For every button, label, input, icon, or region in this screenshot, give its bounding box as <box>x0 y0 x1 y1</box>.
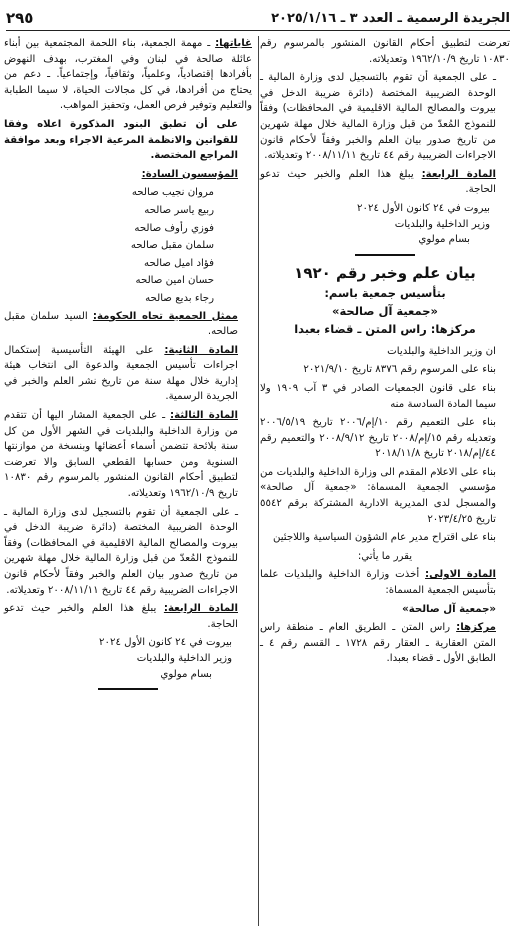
founder-item: فوزي رأوف صالحه <box>134 222 214 234</box>
decree-basis: بناء على المرسوم رقم ٨٣٧٦ تاريخ ٢٠٢١/٩/١٠ <box>303 364 496 376</box>
hq-text: راس المتن ـ الطريق العام ـ منطقة راس المتن العقارية ـ العقار رقم ١٧٢٨ ـ القسم رقم ٤ ـ الطابق الأول ـ قضاء بعبدا. <box>260 622 496 665</box>
founder-item: فؤاد اميل صالحه <box>144 257 214 269</box>
founder-item: سلمان مقبل صالحه <box>130 240 214 252</box>
goals <box>4 36 252 114</box>
article-three-text: ـ على الجمعية المشار اليها أن تتقدم من وزارة الداخلية والبلديات في الشهر الأول من كل سنة بلائحة تتضمن أسماء أعضائها وبنسخة من موازنتها السنوية ومن حسابها القطعي السابق والا تعرضت لتطبيق أحكام القانون المنشور بالمرسوم رقم ١٠٨٣٠ تاريخ ١٩٦٢/١٠/٩ وتعديلاته. <box>4 410 238 500</box>
decides-line: يقرر ما يأتي: <box>357 550 413 562</box>
tax-registration-clause: ـ على الجمعية أن تقوم بالتسجيل لدى وزارة المالية ـ الوحدة الضريبية المختصة (دائرة ضريبة الدخل في بيروت والمصالح المالية الاقليمية في المحافظات) وفقاً للنموذج المُعدّ من قبل وزارة المالية خلال مهلة شهرين من تاريخ صدور بيان العلم والخبر وفقاً لأحكام قانون الاجراءات الضريبية رقم ٤٤ تاريخ ٢٠٠٨/١١/١١ وتعديلاته. <box>260 72 496 162</box>
continued-text: تعرضت لتطبيق أحكام القانون المنشور بالمرسوم رقم ١٠٨٣٠ تاريخ ١٩٦٢/١٠/٩ وتعديلاته. <box>260 38 510 65</box>
article-two-label: المادة الثانية: <box>164 344 238 356</box>
compliance-note: على أن تطبق البنود المذكورة اعلاه وفقا للقوانين والانظمة المرعية الاجراء وبعد موافقة المراجع المختصة. <box>4 118 238 162</box>
founders-list <box>4 185 252 306</box>
circular-basis: بناء على التعميم رقم ١٠/إم/٢٠٠٦ تاريخ ٢٠٠٦/٥/١٩ وتعديله رقم ١٥/إم/٢٠٠٨ تاريخ ٢٠٠٨/٩/١٢ والتعميم رقم ٤٤/إم/٢٠١٨ تاريخ ٢٠١٨/١١/٨ <box>260 417 497 460</box>
section-separator-left <box>4 688 252 690</box>
founder-item: مروان نجيب صالحه <box>131 187 214 199</box>
goals-text: ـ مهمة الجمعية، بناء اللحمة المجتمعية بين أبناء عائلة صالحة في لبنان وفي المغترب، بهدف النهوض بأفرادها إقتصادياً، وعلمياً، وثقافياً، وإجتماعياً. ـ دعم من يحتاج من أفرادها، في كل مجالات الحياة، لا سيما الطبابة والتعليم وتوفير فرص العمل، وتحفيز المواهب. <box>4 38 252 112</box>
association-name: «جمعية آل صالحة» <box>332 303 438 318</box>
notice-title: بيان علم وخبر رقم ١٩٢٠ <box>294 263 476 282</box>
tax-registration-clause-left: ـ على الجمعية أن تقوم بالتسجيل لدى وزارة المالية ـ الوحدة الضريبية المختصة (دائرة ضريبة الدخل في بيروت والمصالح المالية الاقليمية في المحافظات) وفقاً للنموذج المُعدّ من قبل وزارة المالية خلال مهلة شهرين من تاريخ صدور بيان العلم والخبر وفقاً لأحكام قانون الاجراءات الضريبية رقم ٤٤ تاريخ ٢٠٠٨/١١/١١ وتعديلاته. <box>4 506 238 596</box>
gazette-issue-title: الجريدة الرسمية ـ العدد ٣ ـ ٢٠٢٥/١/١٦ <box>271 10 510 26</box>
goals-label: غاياتها: <box>215 38 252 49</box>
signature-name: بسام مولوي <box>418 234 470 246</box>
article-four-left <box>4 601 252 632</box>
article-one <box>260 567 510 598</box>
article-two-text: على الهيئة التأسيسية إستكمال اجراءات تأسيس الجمعية والدعوة الى انتخاب هيئة إدارية خلال مهلة سنة من تاريخ نشر العلم والخبر في الجريدة الرسمية. <box>4 344 238 403</box>
signature-date: بيروت في ٢٤ كانون الأول ٢٠٢٤ <box>99 637 232 649</box>
proposal-basis: بناء على اقتراح مدير عام الشؤون السياسية واللاجئين <box>272 532 496 544</box>
notice-subtitle: بتأسيس جمعية باسم: <box>324 285 446 300</box>
founder-item: رجاء بديع صالحه <box>145 292 214 304</box>
gov-rep-text: السيد سلمان مقبل صالحه. <box>4 310 238 338</box>
hq-address <box>260 620 510 667</box>
article-three <box>4 408 252 502</box>
article-four-left-text: يبلغ هذا العلم والخبر حيث تدعو الحاجة. <box>4 603 238 630</box>
page-header <box>6 6 510 31</box>
law-basis: بناء على قانون الجمعيات الصادر في ٣ آب ١٩٠٩ ولا سيما المادة السادسة منه <box>260 382 496 410</box>
column-divider <box>258 36 259 926</box>
signature-office: وزير الداخلية والبلديات <box>394 218 490 230</box>
minister-line: ان وزير الداخلية والبلديات <box>387 345 496 357</box>
signature-block-left <box>4 635 252 682</box>
founders-label: المؤسسون السادة: <box>141 168 238 180</box>
gov-representative <box>4 309 252 340</box>
hq-label: مركزها: <box>456 622 496 634</box>
notification-basis: بناء على الاعلام المقدم الى وزارة الداخلية والبلديات من مؤسسي الجمعية المسماة: «جمعية آل صالحة» والمسجل لدى المديرية الادارية المشتركة برقم ٥٥٤٢ تاريخ ٢٠٢٣/٤/٢٥ <box>260 466 496 525</box>
page-number: ٢٩٥ <box>6 9 34 27</box>
signature-office: وزير الداخلية والبلديات <box>136 652 232 664</box>
signature-name: بسام مولوي <box>160 668 212 680</box>
article-four <box>260 167 510 198</box>
signature-block <box>260 201 510 248</box>
article-two <box>4 343 252 405</box>
gov-rep-label: ممثل الجمعية تجاه الحكومة: <box>92 310 238 322</box>
left-column <box>4 36 252 696</box>
article-one-text: أخذت وزارة الداخلية والبلديات علما بتأسيس الجمعية المسماة: <box>260 569 496 597</box>
article-three-label: المادة الثالثة: <box>170 410 238 422</box>
article-four-left-label: المادة الرابعة: <box>163 603 238 615</box>
founder-item: حسان امين صالحه <box>135 275 214 287</box>
right-column <box>260 36 510 670</box>
section-separator <box>260 254 510 256</box>
founder-item: ربيع ياسر صالحه <box>144 204 214 216</box>
signature-date: بيروت في ٢٤ كانون الأول ٢٠٢٤ <box>357 202 490 214</box>
article-one-label: المادة الاولى: <box>425 569 496 581</box>
article-four-text: يبلغ هذا العلم والخبر حيث تدعو الحاجة. <box>260 168 496 196</box>
article-four-label: المادة الرابعة: <box>421 168 496 180</box>
association-hq: مركزها: راس المتن ـ قضاء بعبدا <box>294 321 476 336</box>
association-name-body: «جمعية آل صالحة» <box>402 603 496 615</box>
